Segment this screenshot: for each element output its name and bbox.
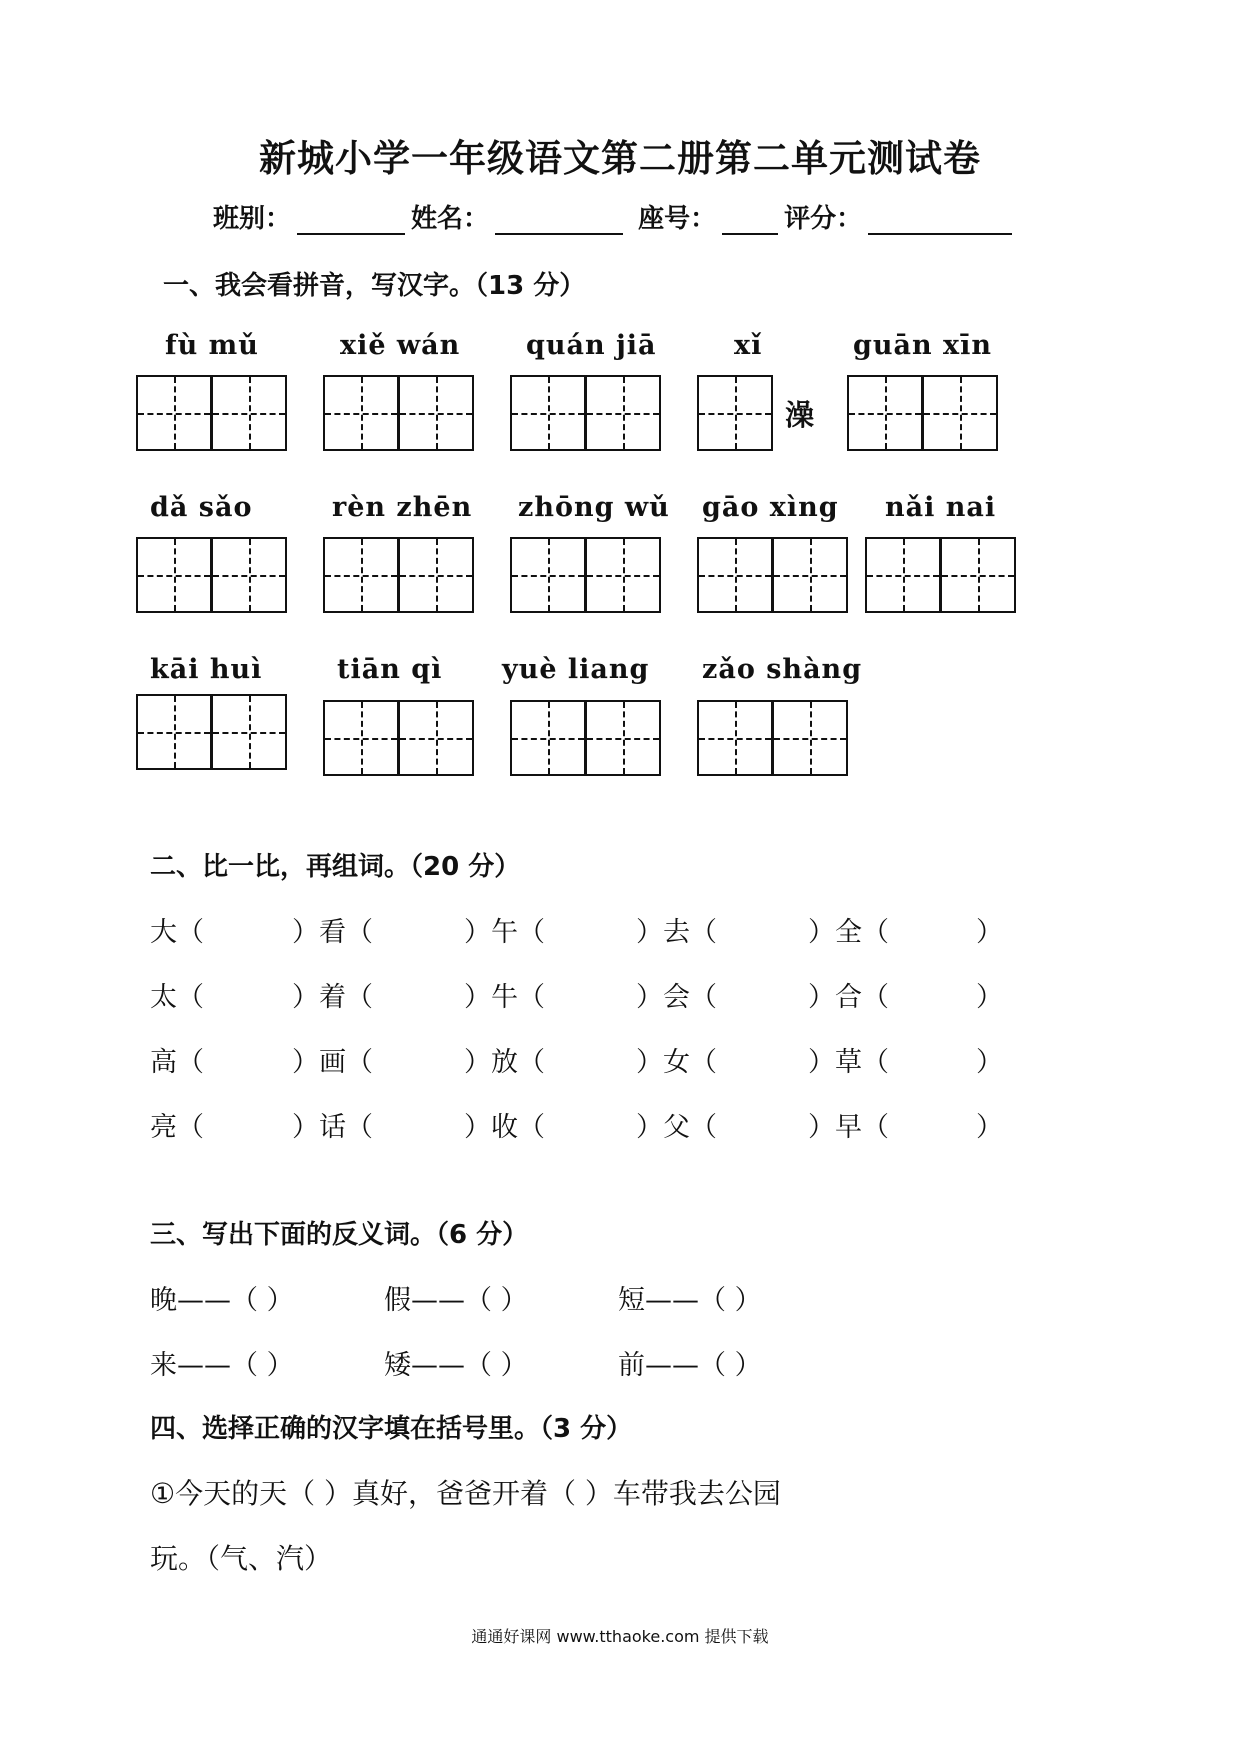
word-item: ）着（ xyxy=(292,982,373,1013)
word-item: ）牛（ xyxy=(464,982,545,1013)
section2-heading: 二、比一比，再组词。（20 分） xyxy=(150,852,521,882)
word-item: ） xyxy=(976,1112,1003,1143)
given-character: 澡 xyxy=(785,398,815,432)
writing-box[interactable] xyxy=(510,700,586,776)
antonym-item: 矮——（ ） xyxy=(384,1350,528,1381)
writing-box[interactable] xyxy=(211,694,287,770)
antonym-item: 前——（ ） xyxy=(618,1350,762,1381)
seat-label: 座号： xyxy=(638,204,717,234)
word-item: ）看（ xyxy=(292,917,373,948)
writing-box[interactable] xyxy=(323,537,399,613)
writing-box[interactable] xyxy=(772,537,848,613)
writing-box[interactable] xyxy=(398,537,474,613)
writing-box[interactable] xyxy=(211,537,287,613)
word-item: ）父（ xyxy=(636,1112,717,1143)
antonym-row xyxy=(150,1343,762,1382)
word-item: ）话（ xyxy=(292,1112,373,1143)
word-row xyxy=(150,910,1003,949)
pinyin: fù mǔ xyxy=(165,330,259,361)
writing-box[interactable] xyxy=(772,700,848,776)
question-line: ①今天的天（ ）真好，爸爸开着（ ）车带我去公园 xyxy=(150,1477,781,1510)
pinyin: tiān qì xyxy=(337,654,443,685)
antonym-row xyxy=(150,1278,762,1317)
antonym-item: 来——（ ） xyxy=(150,1350,294,1381)
writing-box[interactable] xyxy=(398,375,474,451)
writing-box[interactable] xyxy=(697,537,773,613)
writing-box[interactable] xyxy=(922,375,998,451)
word-item: ）早（ xyxy=(808,1112,889,1143)
word-item: 太（ xyxy=(150,982,204,1013)
section1-heading: 一、我会看拼音，写汉字。（13 分） xyxy=(163,271,586,301)
word-item: ）画（ xyxy=(292,1047,373,1078)
writing-box[interactable] xyxy=(136,375,212,451)
pinyin: zhōng wǔ xyxy=(518,492,670,523)
question-line: 玩。（气、汽） xyxy=(150,1542,333,1575)
word-row xyxy=(150,1105,1003,1144)
pinyin: quán jiā xyxy=(526,330,657,361)
word-item: ） xyxy=(976,1047,1003,1078)
word-row xyxy=(150,1040,1003,1079)
word-item: ）合（ xyxy=(808,982,889,1013)
score-blank[interactable] xyxy=(868,207,1012,235)
pinyin: dǎ sǎo xyxy=(150,492,253,523)
word-item: ）午（ xyxy=(464,917,545,948)
footer-source: 通通好课网 www.tthaoke.com 提供下载 xyxy=(471,1627,769,1646)
word-item: 大（ xyxy=(150,917,204,948)
pinyin: nǎi nai xyxy=(885,492,997,523)
word-item: ）女（ xyxy=(636,1047,717,1078)
word-item: ）会（ xyxy=(636,982,717,1013)
writing-box[interactable] xyxy=(510,375,586,451)
class-blank[interactable] xyxy=(297,207,405,235)
writing-box[interactable] xyxy=(398,700,474,776)
writing-box[interactable] xyxy=(940,537,1016,613)
section4-heading: 四、选择正确的汉字填在括号里。（3 分） xyxy=(150,1414,633,1444)
pinyin: zǎo shàng xyxy=(702,654,863,685)
writing-box[interactable] xyxy=(585,375,661,451)
antonym-item: 晚——（ ） xyxy=(150,1285,294,1316)
word-row xyxy=(150,975,1003,1014)
writing-box[interactable] xyxy=(323,375,399,451)
word-item: ）草（ xyxy=(808,1047,889,1078)
pinyin: xǐ xyxy=(734,330,763,361)
pinyin: xiě wán xyxy=(340,330,461,361)
name-label: 姓名： xyxy=(411,204,490,234)
section3-heading: 三、写出下面的反义词。（6 分） xyxy=(150,1220,529,1250)
antonym-item: 短——（ ） xyxy=(618,1285,762,1316)
antonym-item: 假——（ ） xyxy=(384,1285,528,1316)
writing-box[interactable] xyxy=(510,537,586,613)
score-label: 评分： xyxy=(784,204,863,234)
writing-box[interactable] xyxy=(697,375,773,451)
writing-box[interactable] xyxy=(585,537,661,613)
seat-blank[interactable] xyxy=(722,207,778,235)
word-item: ） xyxy=(976,982,1003,1013)
writing-box[interactable] xyxy=(136,694,212,770)
writing-box[interactable] xyxy=(847,375,923,451)
pinyin: gāo xìng xyxy=(702,492,839,523)
pinyin: rèn zhēn xyxy=(332,492,473,523)
word-item: 亮（ xyxy=(150,1112,204,1143)
page-title: 新城小学一年级语文第二册第二单元测试卷 xyxy=(259,137,981,180)
writing-box[interactable] xyxy=(585,700,661,776)
writing-box[interactable] xyxy=(323,700,399,776)
word-item: 高（ xyxy=(150,1047,204,1078)
word-item: ） xyxy=(976,917,1003,948)
word-item: ）去（ xyxy=(636,917,717,948)
class-label: 班别： xyxy=(213,204,292,234)
word-item: ）全（ xyxy=(808,917,889,948)
student-info-line xyxy=(213,198,1018,235)
writing-box[interactable] xyxy=(211,375,287,451)
pinyin: kāi huì xyxy=(150,654,263,685)
writing-box[interactable] xyxy=(136,537,212,613)
writing-box[interactable] xyxy=(697,700,773,776)
writing-box[interactable] xyxy=(865,537,941,613)
pinyin: guān xīn xyxy=(853,330,993,361)
word-item: ）放（ xyxy=(464,1047,545,1078)
pinyin: yuè liang xyxy=(502,654,650,685)
name-blank[interactable] xyxy=(495,207,623,235)
word-item: ）收（ xyxy=(464,1112,545,1143)
